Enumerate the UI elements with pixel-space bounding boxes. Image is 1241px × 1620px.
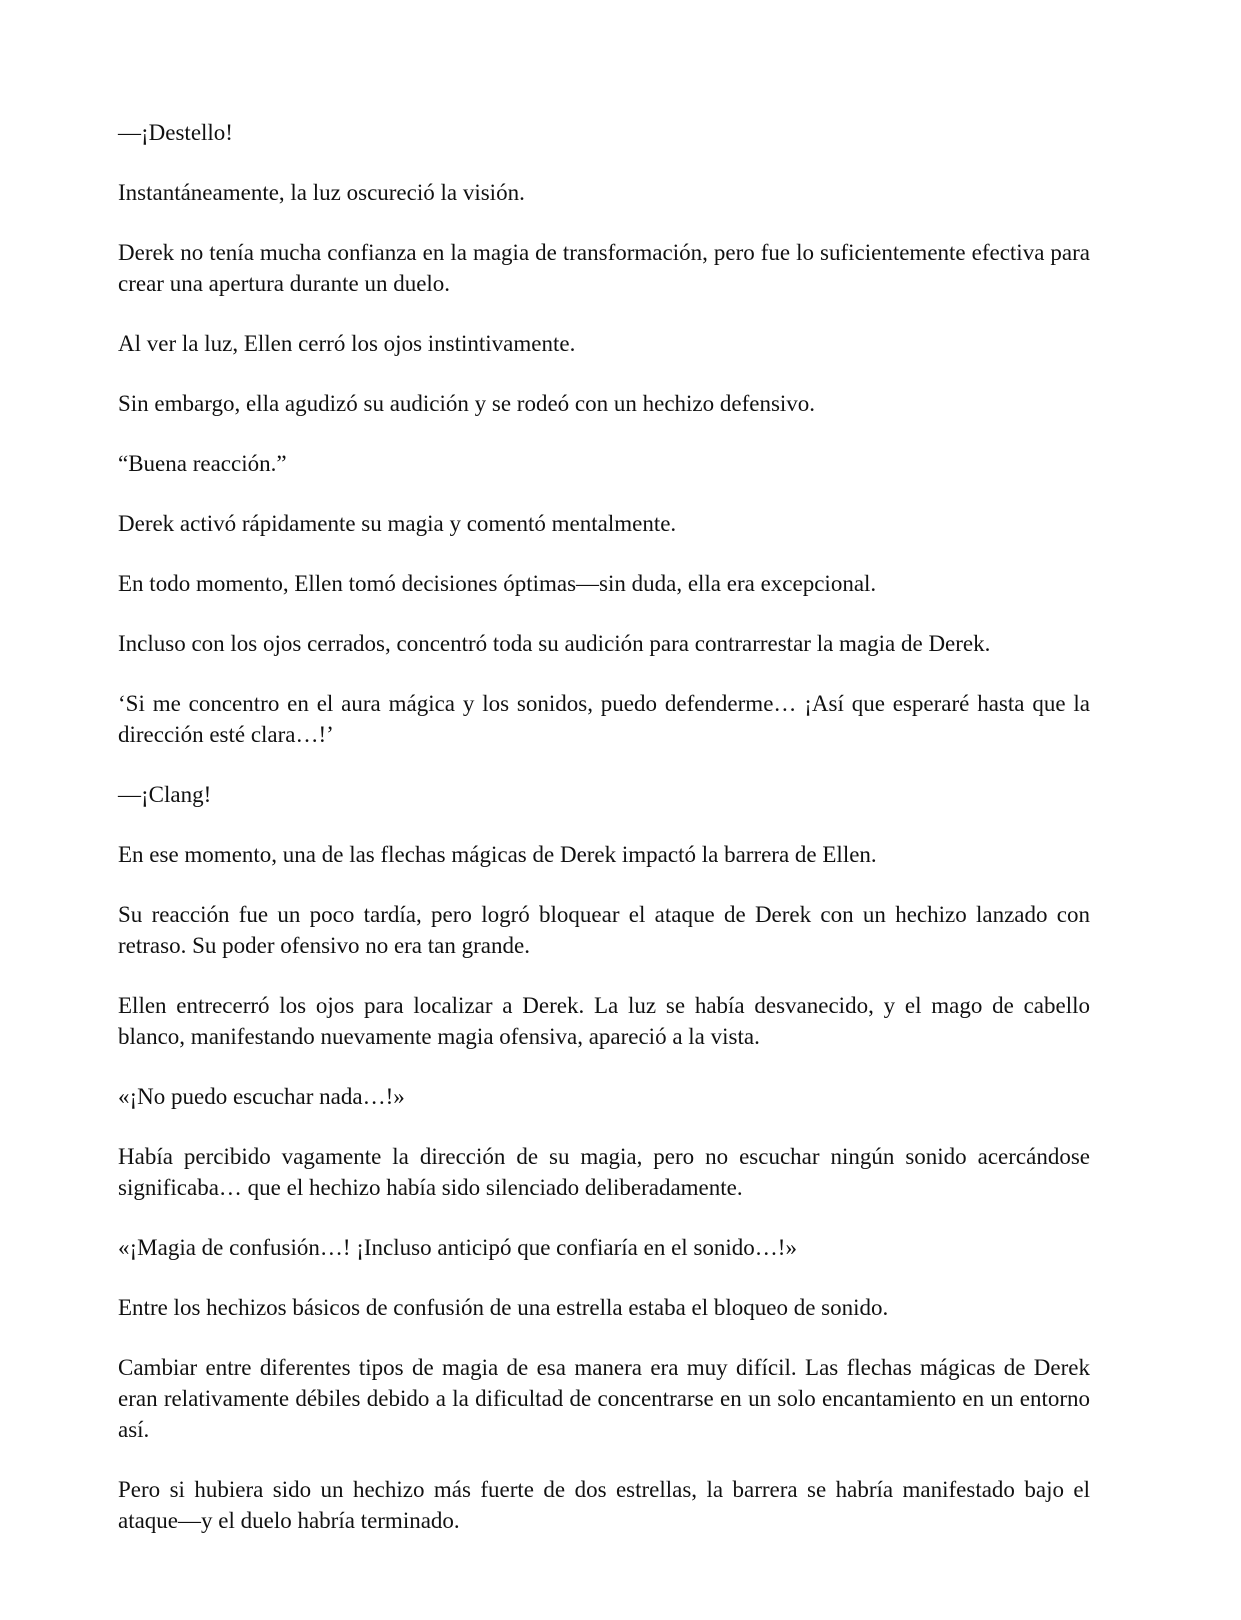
- paragraph: Derek no tenía mucha confianza en la magia de transformación, pero fue lo suficientemente efectiva para crear una apertura durante un duelo.: [118, 240, 1090, 296]
- paragraph: —¡Destello!: [118, 120, 233, 145]
- paragraph: En todo momento, Ellen tomó decisiones óptimas—sin duda, ella era excepcional.: [118, 571, 877, 596]
- paragraph: “Buena reacción.”: [118, 451, 287, 476]
- paragraph: Cambiar entre diferentes tipos de magia de esa manera era muy difícil. Las flechas mágicas de Derek eran relativamente débiles debido a la dificultad de concentrarse en un solo encantamiento en un entorno así.: [118, 1355, 1090, 1442]
- paragraph: Había percibido vagamente la dirección de su magia, pero no escuchar ningún sonido acercándose significaba… que el hechizo había sido silenciado deliberadamente.: [118, 1144, 1090, 1200]
- paragraph: —¡Clang!: [118, 782, 212, 807]
- paragraph: «¡Magia de confusión…! ¡Incluso anticipó que confiaría en el sonido…!»: [118, 1235, 797, 1260]
- paragraph: Incluso con los ojos cerrados, concentró toda su audición para contrarrestar la magia de Derek.: [118, 631, 991, 656]
- paragraph: ‘Si me concentro en el aura mágica y los sonidos, puedo defenderme… ¡Así que esperaré hasta que la dirección esté clara…!’: [118, 691, 1090, 747]
- paragraph: Al ver la luz, Ellen cerró los ojos instintivamente.: [118, 331, 576, 356]
- paragraph: Sin embargo, ella agudizó su audición y se rodeó con un hechizo defensivo.: [118, 391, 816, 416]
- paragraph: Ellen entrecerró los ojos para localizar a Derek. La luz se había desvanecido, y el mago de cabello blanco, manifestando nuevamente magia ofensiva, apareció a la vista.: [118, 993, 1090, 1049]
- document-body: [118, 117, 1090, 1565]
- paragraph: Instantáneamente, la luz oscureció la visión.: [118, 180, 525, 205]
- paragraph: «¡No puedo escuchar nada…!»: [118, 1084, 405, 1109]
- paragraph: Derek activó rápidamente su magia y comentó mentalmente.: [118, 511, 677, 536]
- paragraph: Pero si hubiera sido un hechizo más fuerte de dos estrellas, la barrera se habría manifestado bajo el ataque—y el duelo habría terminado.: [118, 1477, 1090, 1533]
- paragraph: Entre los hechizos básicos de confusión de una estrella estaba el bloqueo de sonido.: [118, 1295, 889, 1320]
- paragraph: En ese momento, una de las flechas mágicas de Derek impactó la barrera de Ellen.: [118, 842, 877, 867]
- paragraph: Su reacción fue un poco tardía, pero logró bloquear el ataque de Derek con un hechizo lanzado con retraso. Su poder ofensivo no era tan grande.: [118, 902, 1090, 958]
